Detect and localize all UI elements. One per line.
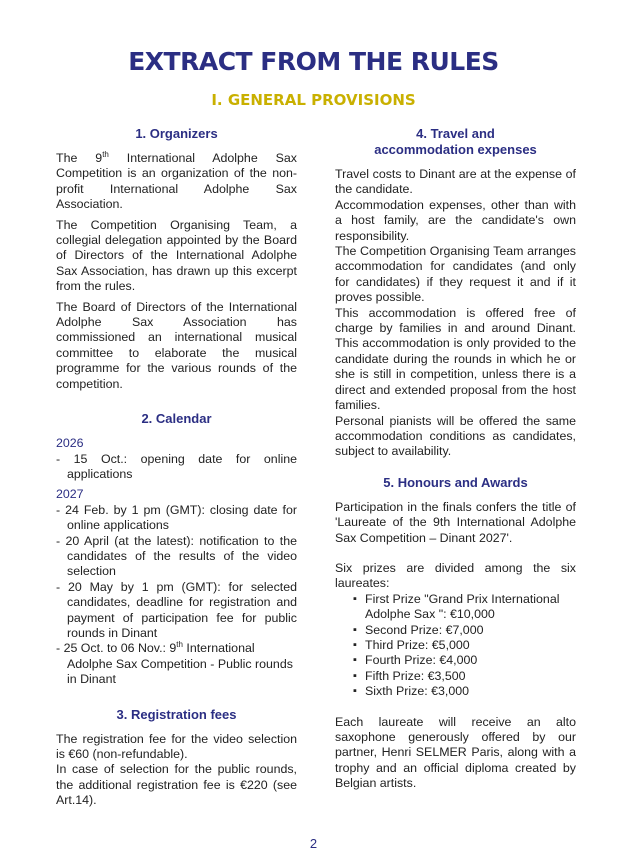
page-title: EXTRACT FROM THE RULES	[128, 47, 499, 76]
calendar-item: - 20 May by 1 pm (GMT): for selected candidates, deadline for registration and payment of participation fee for public rounds in Dinant	[56, 579, 297, 640]
calendar-heading: 2. Calendar	[141, 411, 212, 427]
prize-item: ▪ Fifth Prize: €3,500	[335, 669, 576, 684]
calendar-year-2027: 2027	[56, 487, 84, 502]
fees-paragraph-2: In case of selection for the public rounds, the additional registration fee is €220 (see Art.14).	[56, 762, 297, 808]
calendar-item: - 15 Oct.: opening date for online applications	[56, 451, 297, 481]
organizers-paragraph-3: The Board of Directors of the International Adolphe Sax Association has commissioned an international musical committee to elaborate the musical programme for the various rounds of the competition.	[56, 299, 297, 391]
page-number: 2	[309, 836, 318, 851]
calendar-item: - 20 April (at the latest): notification to the candidates of the results of the video selection	[56, 533, 297, 579]
travel-paragraph: Accommodation expenses, other than with a host family, are the candidate's own responsibility.	[335, 197, 576, 243]
travel-heading: 4. Travel and accommodation expenses	[374, 126, 537, 157]
prize-list	[335, 592, 576, 700]
left-column	[56, 126, 297, 809]
calendar-year-2026: 2026	[56, 436, 84, 451]
fees-paragraph-1: The registration fee for the video selection is €60 (non-refundable).	[56, 731, 297, 761]
fees-heading: 3. Registration fees	[116, 706, 237, 722]
honours-paragraph-1: Participation in the finals confers the title of 'Laureate of the 9th International Adolphe Sax Competition – Dinant 2027'.	[335, 499, 576, 545]
prize-item: ▪ First Prize "Grand Prix International Adolphe Sax ": €10,000	[335, 592, 576, 623]
prize-item: ▪ Second Prize: €7,000	[335, 623, 576, 638]
honours-heading: 5. Honours and Awards	[383, 474, 528, 490]
calendar-item: - 24 Feb. by 1 pm (GMT): closing date for online applications	[56, 502, 297, 533]
honours-paragraph-2: Six prizes are divided among the six laureates:	[335, 560, 576, 591]
travel-paragraph: The Competition Organising Team arranges accommodation for candidates (and only for candidates) if they request it and if it proves possible.	[335, 244, 576, 305]
calendar-item: - 25 Oct. to 06 Nov.: 9th International Adolphe Sax Competition - Public rounds in Dinant	[56, 640, 293, 687]
prize-item: ▪ Fourth Prize: €4,000	[335, 653, 576, 668]
organizers-heading: 1. Organizers	[135, 126, 218, 141]
travel-paragraph: Travel costs to Dinant are at the expense of the candidate.	[335, 167, 576, 197]
travel-paragraph: This accommodation is offered free of charge by families in and around Dinant. This accommodation is only provided to the candidate during the rounds in which he or she is still in competition, unless there is a direct and extended proposal from the host families.	[335, 305, 576, 413]
prize-item: ▪ Sixth Prize: €3,000	[335, 684, 576, 699]
prize-item: ▪ Third Prize: €5,000	[335, 638, 576, 653]
organizers-paragraph-1: The 9th International Adolphe Sax Competition is an organization of the non-profit International Adolphe Sax Association.	[56, 149, 297, 212]
honours-paragraph-3: Each laureate will receive an alto saxophone generously offered by our partner, Henri SELMER Paris, along with a trophy and an official diploma created by Belgian artists.	[335, 714, 576, 791]
right-column	[335, 126, 576, 792]
section-subtitle: I. GENERAL PROVISIONS	[211, 91, 416, 109]
travel-paragraph: Personal pianists will be offered the same accommodation conditions as candidates, subject to availability.	[335, 413, 576, 459]
organizers-paragraph-2: The Competition Organising Team, a collegial delegation appointed by the Board of Directors of the International Adolphe Sax Association, has drawn up this excerpt from the rules.	[56, 217, 297, 294]
